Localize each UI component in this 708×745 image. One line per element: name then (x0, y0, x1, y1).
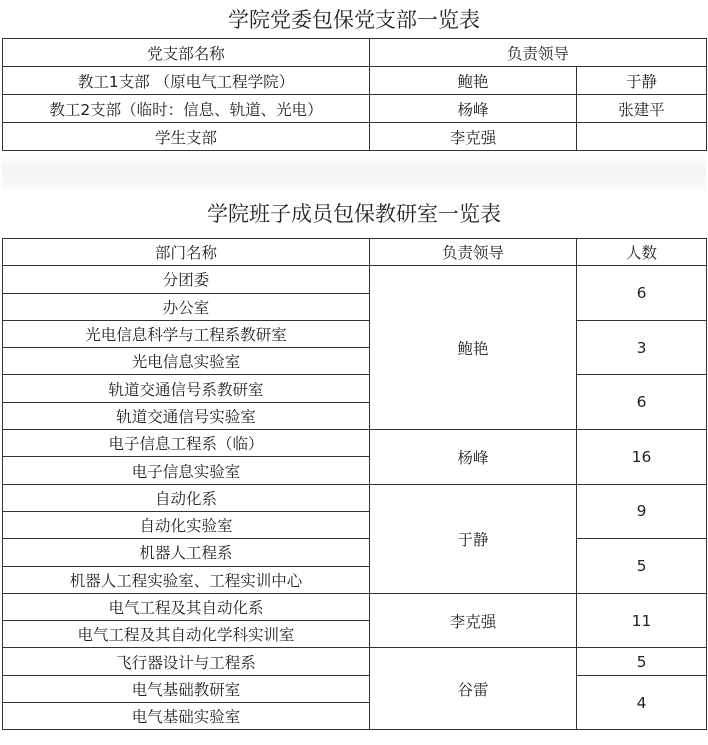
branch-name: 教工1支部 （原电气工程学院） (3, 67, 370, 95)
header-leader: 负责领导 (370, 39, 707, 67)
table-row (3, 484, 707, 511)
count-cell: 9 (577, 484, 707, 539)
leader-cell: 李克强 (370, 123, 577, 151)
dept-name: 电气基础实验室 (3, 703, 370, 730)
leader-cell: 李克强 (370, 593, 577, 648)
leader-cell: 于静 (370, 484, 577, 593)
leader-cell: 谷雷 (370, 648, 577, 730)
count-cell: 6 (577, 266, 707, 321)
department-table (2, 238, 707, 730)
table-row (3, 430, 707, 457)
table-row (3, 593, 707, 620)
header-dept-name: 部门名称 (3, 239, 370, 266)
section-divider (2, 153, 706, 193)
dept-name: 机器人工程实验室、工程实训中心 (3, 566, 370, 593)
dept-name: 分团委 (3, 266, 370, 293)
table-row (3, 67, 707, 95)
table-header-row (3, 239, 707, 266)
count-cell: 4 (577, 675, 707, 730)
dept-name: 轨道交通信号实验室 (3, 402, 370, 429)
leader-cell: 于静 (577, 67, 707, 95)
table-header-row (3, 39, 707, 67)
dept-name: 办公室 (3, 293, 370, 320)
leader-cell (577, 123, 707, 151)
branch-name: 学生支部 (3, 123, 370, 151)
count-cell: 6 (577, 375, 707, 430)
dept-name: 光电信息科学与工程系教研室 (3, 320, 370, 347)
table-row (3, 375, 707, 402)
header-leader: 负责领导 (370, 239, 577, 266)
leader-cell: 鲍艳 (370, 67, 577, 95)
dept-name: 自动化实验室 (3, 511, 370, 538)
leader-cell: 杨峰 (370, 430, 577, 485)
dept-name: 电气工程及其自动化系 (3, 593, 370, 620)
header-branch-name: 党支部名称 (3, 39, 370, 67)
leader-cell: 张建平 (577, 95, 707, 123)
dept-name: 电气基础教研室 (3, 675, 370, 702)
dept-name: 电子信息实验室 (3, 457, 370, 484)
dept-name: 机器人工程系 (3, 539, 370, 566)
dept-name: 电气工程及其自动化学科实训室 (3, 621, 370, 648)
count-cell: 16 (577, 430, 707, 485)
table-row (3, 675, 707, 702)
dept-name: 轨道交通信号系教研室 (3, 375, 370, 402)
branch-name: 教工2支部（临时：信息、轨道、光电） (3, 95, 370, 123)
table2-title: 学院班子成员包保教研室一览表 (207, 202, 501, 226)
table-row (3, 95, 707, 123)
table-row (3, 266, 707, 293)
dept-name: 光电信息实验室 (3, 348, 370, 375)
dept-name: 飞行器设计与工程系 (3, 648, 370, 675)
leader-cell: 鲍艳 (370, 266, 577, 430)
count-cell: 3 (577, 320, 707, 375)
table1-title: 学院党委包保党支部一览表 (228, 8, 480, 32)
table-row (3, 648, 707, 675)
party-branch-table (2, 38, 707, 151)
count-cell: 5 (577, 648, 707, 675)
count-cell: 11 (577, 593, 707, 648)
table-row (3, 320, 707, 347)
dept-name: 电子信息工程系（临） (3, 430, 370, 457)
leader-cell: 杨峰 (370, 95, 577, 123)
header-count: 人数 (577, 239, 707, 266)
table-row (3, 123, 707, 151)
count-cell: 5 (577, 539, 707, 594)
table-row (3, 539, 707, 566)
dept-name: 自动化系 (3, 484, 370, 511)
